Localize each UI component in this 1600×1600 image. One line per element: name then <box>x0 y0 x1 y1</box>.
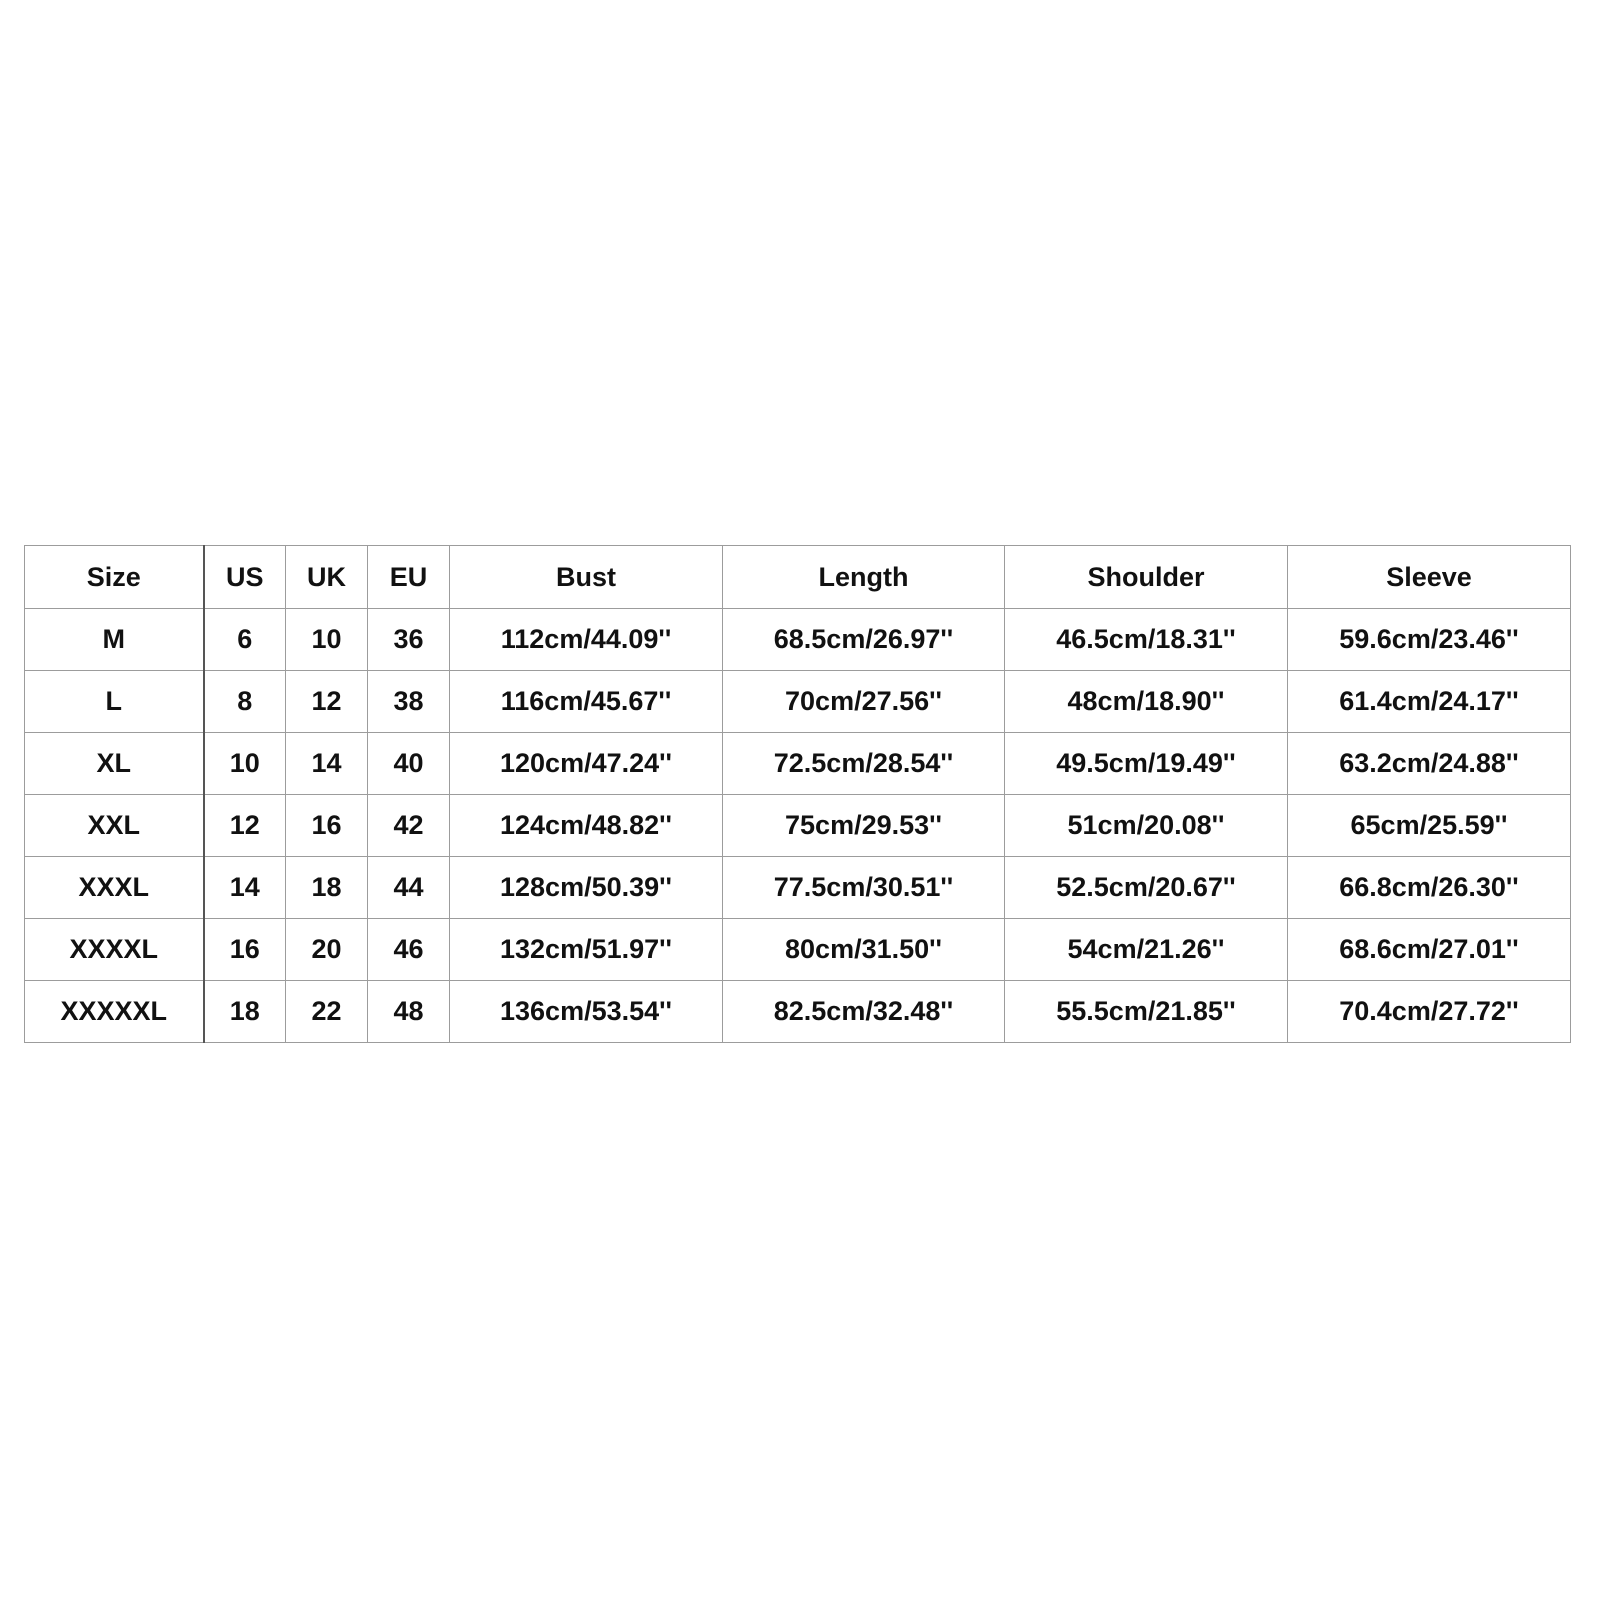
cell-sleeve: 59.6cm/23.46'' <box>1288 609 1571 671</box>
cell-bust: 124cm/48.82'' <box>450 795 723 857</box>
cell-us: 10 <box>204 733 286 795</box>
cell-eu: 36 <box>368 609 450 671</box>
cell-length: 82.5cm/32.48'' <box>723 981 1005 1043</box>
cell-length: 80cm/31.50'' <box>723 919 1005 981</box>
cell-eu: 48 <box>368 981 450 1043</box>
cell-bust: 116cm/45.67'' <box>450 671 723 733</box>
cell-bust: 132cm/51.97'' <box>450 919 723 981</box>
size-chart-header <box>25 546 1571 609</box>
cell-eu: 38 <box>368 671 450 733</box>
table-row <box>25 919 1571 981</box>
cell-us: 8 <box>204 671 286 733</box>
cell-us: 18 <box>204 981 286 1043</box>
table-row <box>25 671 1571 733</box>
cell-us: 12 <box>204 795 286 857</box>
cell-uk: 22 <box>286 981 368 1043</box>
column-header-length: Length <box>723 546 1005 609</box>
size-chart-body <box>25 609 1571 1043</box>
column-header-size: Size <box>25 546 204 609</box>
cell-uk: 20 <box>286 919 368 981</box>
cell-sleeve: 61.4cm/24.17'' <box>1288 671 1571 733</box>
cell-uk: 12 <box>286 671 368 733</box>
table-row <box>25 981 1571 1043</box>
cell-uk: 18 <box>286 857 368 919</box>
cell-size: XXXL <box>25 857 204 919</box>
cell-length: 77.5cm/30.51'' <box>723 857 1005 919</box>
column-header-eu: EU <box>368 546 450 609</box>
size-chart-table <box>24 545 1571 1043</box>
column-header-sleeve: Sleeve <box>1288 546 1571 609</box>
cell-size: XXXXXL <box>25 981 204 1043</box>
table-row <box>25 857 1571 919</box>
cell-us: 6 <box>204 609 286 671</box>
column-header-bust: Bust <box>450 546 723 609</box>
cell-shoulder: 52.5cm/20.67'' <box>1005 857 1288 919</box>
cell-size: XXL <box>25 795 204 857</box>
cell-sleeve: 66.8cm/26.30'' <box>1288 857 1571 919</box>
cell-bust: 120cm/47.24'' <box>450 733 723 795</box>
cell-uk: 10 <box>286 609 368 671</box>
cell-us: 14 <box>204 857 286 919</box>
cell-shoulder: 48cm/18.90'' <box>1005 671 1288 733</box>
cell-size: XL <box>25 733 204 795</box>
cell-shoulder: 55.5cm/21.85'' <box>1005 981 1288 1043</box>
cell-sleeve: 63.2cm/24.88'' <box>1288 733 1571 795</box>
cell-size: L <box>25 671 204 733</box>
column-header-shoulder: Shoulder <box>1005 546 1288 609</box>
cell-sleeve: 65cm/25.59'' <box>1288 795 1571 857</box>
column-header-uk: UK <box>286 546 368 609</box>
cell-size: M <box>25 609 204 671</box>
cell-uk: 16 <box>286 795 368 857</box>
cell-eu: 40 <box>368 733 450 795</box>
cell-uk: 14 <box>286 733 368 795</box>
cell-length: 72.5cm/28.54'' <box>723 733 1005 795</box>
cell-shoulder: 49.5cm/19.49'' <box>1005 733 1288 795</box>
cell-length: 75cm/29.53'' <box>723 795 1005 857</box>
cell-bust: 136cm/53.54'' <box>450 981 723 1043</box>
cell-eu: 46 <box>368 919 450 981</box>
cell-length: 68.5cm/26.97'' <box>723 609 1005 671</box>
cell-length: 70cm/27.56'' <box>723 671 1005 733</box>
cell-bust: 128cm/50.39'' <box>450 857 723 919</box>
cell-shoulder: 46.5cm/18.31'' <box>1005 609 1288 671</box>
cell-sleeve: 70.4cm/27.72'' <box>1288 981 1571 1043</box>
table-row <box>25 609 1571 671</box>
cell-size: XXXXL <box>25 919 204 981</box>
cell-eu: 44 <box>368 857 450 919</box>
table-row <box>25 733 1571 795</box>
cell-shoulder: 51cm/20.08'' <box>1005 795 1288 857</box>
cell-eu: 42 <box>368 795 450 857</box>
cell-bust: 112cm/44.09'' <box>450 609 723 671</box>
column-header-us: US <box>204 546 286 609</box>
table-row <box>25 795 1571 857</box>
cell-us: 16 <box>204 919 286 981</box>
cell-sleeve: 68.6cm/27.01'' <box>1288 919 1571 981</box>
header-row <box>25 546 1571 609</box>
cell-shoulder: 54cm/21.26'' <box>1005 919 1288 981</box>
